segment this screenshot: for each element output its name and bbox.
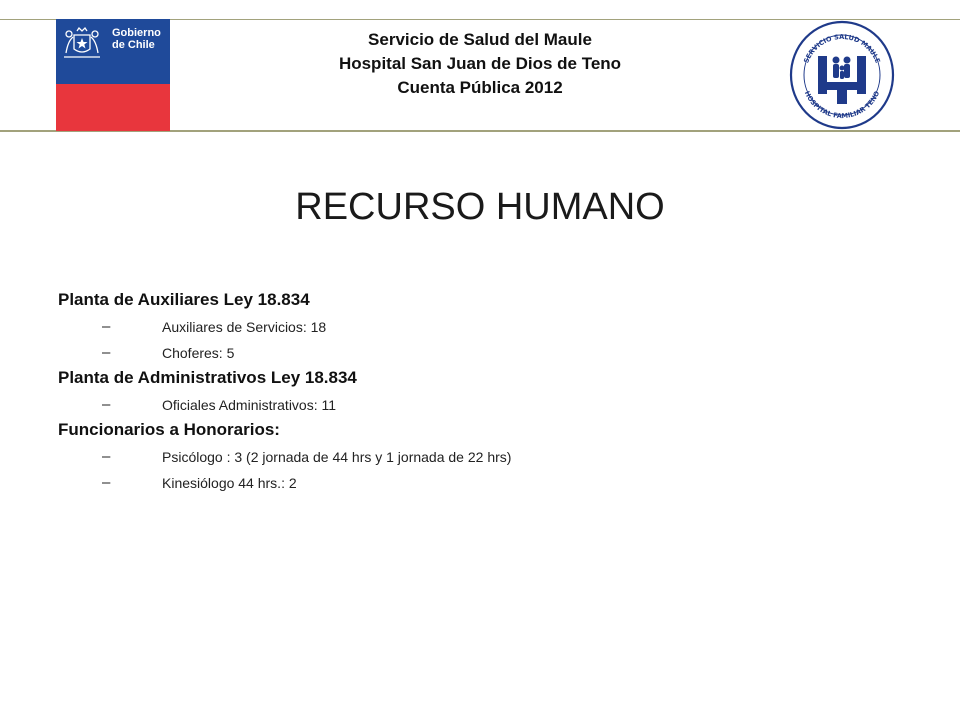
hospital-logo-top-text: SERVICIO SALUD MAULE xyxy=(802,32,882,65)
header-line-2: Hospital San Juan de Dios de Teno xyxy=(338,54,622,73)
dash-bullet-icon: – xyxy=(102,474,111,491)
header-titles xyxy=(280,28,680,100)
dash-bullet-icon: – xyxy=(102,344,111,361)
hospital-familiar-teno-logo xyxy=(788,20,896,130)
hospital-logo-bottom-text: HOSPITAL FAMILIAR TENO xyxy=(802,89,882,121)
gobierno-logo-text: Gobierno de Chile xyxy=(112,27,161,51)
dash-bullet-icon: – xyxy=(102,318,111,335)
gobierno-de-chile-logo xyxy=(56,19,170,131)
list-item: – Psicólogo : 3 (2 jornada de 44 hrs y 1 jornada de 22 hrs) xyxy=(58,444,918,470)
page-title: RECURSO HUMANO xyxy=(295,186,665,228)
content-list xyxy=(58,288,918,496)
section-heading-auxiliares: Planta de Auxiliares Ley 18.834 xyxy=(58,290,310,309)
dash-bullet-icon: – xyxy=(102,396,111,413)
list-item: – Auxiliares de Servicios: 18 xyxy=(58,314,918,340)
section-heading-administrativos: Planta de Administrativos Ley 18.834 xyxy=(58,368,357,387)
header-line-3: Cuenta Pública 2012 xyxy=(397,78,563,97)
list-item: – Choferes: 5 xyxy=(58,340,918,366)
chile-crest-icon xyxy=(60,25,104,61)
list-item: – Oficiales Administrativos: 11 xyxy=(58,392,918,418)
list-item: – Kinesiólogo 44 hrs.: 2 xyxy=(58,470,918,496)
dash-bullet-icon: – xyxy=(102,448,111,465)
section-heading-honorarios: Funcionarios a Honorarios: xyxy=(58,420,280,439)
header-line-1: Servicio de Salud del Maule xyxy=(368,30,592,49)
